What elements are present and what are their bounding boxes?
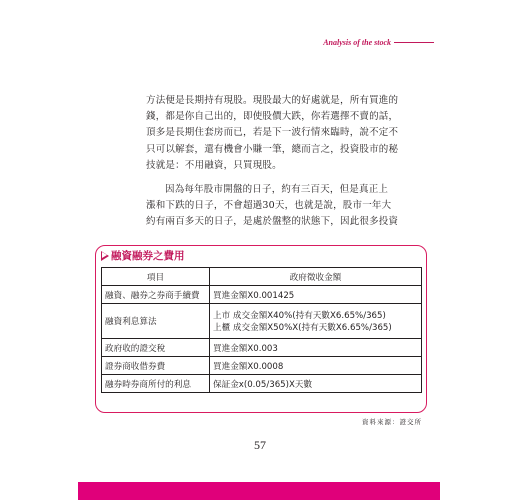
paragraph-line: 頂多是長期住套房而已，若是下一波行情來臨時，說不定不 <box>146 127 399 139</box>
row-amount: 保証金x(0.05/365)X天數 <box>210 375 422 393</box>
table-header-row <box>102 268 422 286</box>
paragraph-1 <box>146 93 399 174</box>
row-item: 證券商收借券費 <box>102 357 210 375</box>
source-note: 資料來源：證交所 <box>362 418 422 426</box>
row-item: 融資、融券之券商手續費 <box>102 286 210 304</box>
page-number: 57 <box>254 438 266 452</box>
row-amount: 買進金額X0.003 <box>210 339 422 357</box>
row-item: 政府收的證交稅 <box>102 339 210 357</box>
paragraph-line: 因為每年股市開盤的日子，約有三百天，但是真正上 <box>165 184 389 195</box>
running-header-text: Analysis of the stock <box>323 38 391 47</box>
fee-info-box <box>95 245 427 413</box>
listed-rate-line: 上市 成交金額X40%(持有天數X6.65%/365) <box>213 311 386 321</box>
paragraph-line: 只可以解套，還有機會小賺一筆，總而言之，投資股市的秘 <box>146 143 399 155</box>
paragraph-line: 技就是：不用融資，只買現股。 <box>146 159 282 171</box>
box-title-text: 融資融券之費用 <box>111 250 185 262</box>
header-rule <box>394 42 434 43</box>
bottom-color-bar <box>78 482 440 500</box>
fee-table <box>101 267 422 393</box>
table-row <box>102 339 422 357</box>
column-header-amount: 政府徵收金額 <box>210 268 422 286</box>
row-item: 融券時券商所付的利息 <box>102 375 210 393</box>
row-item: 融資利息算法 <box>102 304 210 339</box>
otc-rate-line: 上櫃 成交金額X50%X(持有天數X6.65%/365) <box>213 323 392 333</box>
running-header <box>323 38 434 47</box>
row-amount: 買進金額X0.001425 <box>210 286 422 304</box>
table-row <box>102 375 422 393</box>
box-title <box>101 248 185 263</box>
paragraph-line: 方法便是長期持有現股。現股最大的好處就是，所有買進的 <box>146 95 399 106</box>
row-amount <box>210 304 422 339</box>
paragraph-line: 漲和下跌的日子，不會超過30天，也就是說，股市一年大 <box>146 200 392 212</box>
row-amount: 買進金額X0.0008 <box>210 357 422 375</box>
table-row <box>102 357 422 375</box>
paragraph-2 <box>146 182 399 231</box>
triangle-marker-icon <box>101 251 109 261</box>
table-row <box>102 286 422 304</box>
paragraph-line: 錢，都是你自己出的，即使股價大跌，你若選擇不賣的話， <box>146 111 399 123</box>
paragraph-line: 約有兩百多天的日子，是處於盤整的狀態下，因此很多投資 <box>146 216 399 228</box>
table-row <box>102 304 422 339</box>
column-header-item: 項目 <box>102 268 210 286</box>
